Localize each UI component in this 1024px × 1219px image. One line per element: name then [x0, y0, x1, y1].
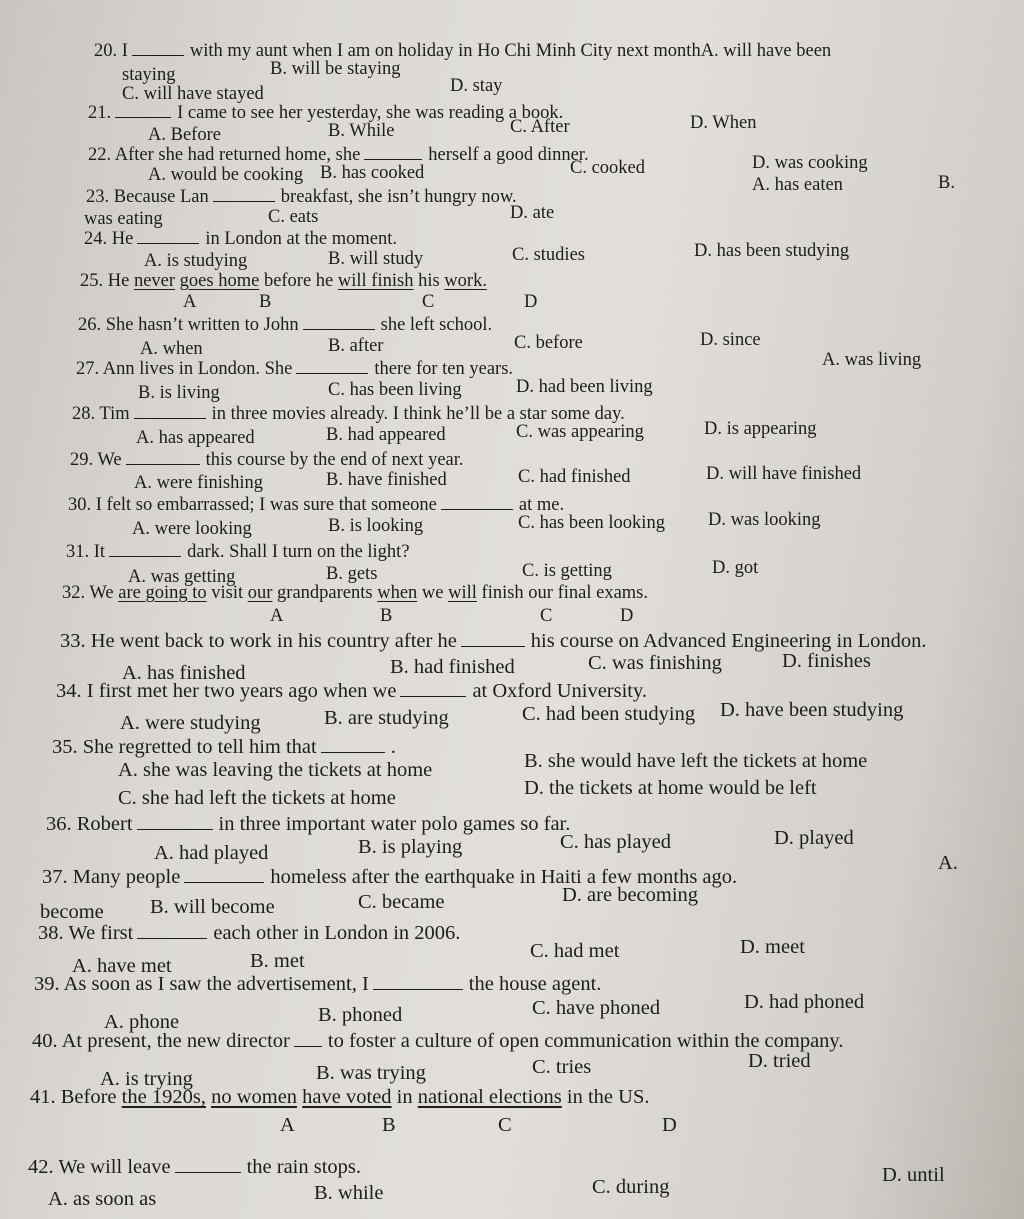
answer-option[interactable]: C. has been looking: [518, 513, 665, 533]
error-letter-b: B: [380, 606, 393, 626]
question-stem: [28, 1156, 361, 1178]
underlined-part[interactable]: are going to: [118, 583, 207, 603]
answer-blank[interactable]: [461, 632, 525, 647]
question-stem: [88, 102, 563, 124]
answer-option[interactable]: B. gets: [326, 564, 378, 584]
answer-blank[interactable]: [294, 1032, 322, 1047]
answer-option[interactable]: A. would be cooking: [148, 165, 304, 185]
question-continuation: .: [390, 736, 396, 758]
question-continuation: dark. Shall I turn on the light?: [187, 542, 410, 562]
answer-option[interactable]: become: [40, 901, 104, 923]
answer-option[interactable]: B. are studying: [324, 707, 449, 729]
question-text: 40. At present, the new director: [32, 1030, 290, 1052]
answer-option[interactable]: B. phoned: [318, 1004, 403, 1026]
answer-option[interactable]: C. had finished: [518, 467, 631, 487]
answer-blank[interactable]: [126, 450, 200, 465]
question-continuation: in three important water polo games so far.: [218, 813, 571, 835]
sentence-part: Before: [60, 1086, 122, 1108]
question-text: 36. Robert: [46, 813, 133, 835]
question-number: 32.: [62, 583, 90, 603]
answer-option[interactable]: A. is trying: [100, 1068, 193, 1090]
answer-option[interactable]: A. had played: [154, 842, 269, 864]
answer-option[interactable]: A. were looking: [132, 519, 252, 539]
underlined-part[interactable]: our: [247, 583, 273, 603]
answer-option[interactable]: D. are becoming: [562, 884, 699, 906]
underlined-part[interactable]: the 1920s,: [121, 1086, 206, 1108]
answer-blank[interactable]: [364, 145, 422, 160]
answer-option[interactable]: C. had been studying: [522, 703, 696, 725]
question-continuation: herself a good dinner.: [428, 145, 589, 165]
error-letter-c: C: [540, 606, 553, 626]
sentence-part: We: [89, 583, 119, 603]
answer-option[interactable]: C. she had left the tickets at home: [118, 787, 396, 809]
error-letter-d: D: [662, 1114, 677, 1136]
sentence-part: visit: [206, 583, 248, 603]
question-text: 23. Because Lan: [86, 187, 209, 207]
answer-option[interactable]: D. had been living: [516, 377, 653, 397]
question-stem: [66, 541, 410, 563]
question-text: 26. She hasn’t written to John: [78, 315, 299, 335]
answer-option[interactable]: A. were studying: [120, 712, 261, 734]
question-text: 31. It: [66, 542, 106, 562]
question-text: 29. We: [70, 450, 122, 470]
answer-option[interactable]: B. have finished: [326, 470, 447, 490]
answer-option[interactable]: B. While: [328, 121, 395, 141]
error-letter-a: A: [280, 1114, 295, 1136]
answer-blank[interactable]: [441, 495, 513, 510]
question-stem: [84, 228, 397, 250]
question-text: 28. Tim: [72, 404, 130, 424]
underlined-part[interactable]: when: [377, 583, 418, 603]
question-stem: [38, 922, 460, 944]
answer-option[interactable]: A. has finished: [122, 662, 246, 684]
question-stem: [56, 680, 647, 702]
answer-option[interactable]: B. had appeared: [326, 425, 446, 445]
question-stem: [46, 813, 570, 835]
answer-option[interactable]: A. when: [140, 339, 203, 359]
question-stem: [76, 358, 513, 380]
question-text: 38. We first: [38, 922, 134, 944]
answer-option[interactable]: B. after: [328, 336, 384, 356]
answer-option[interactable]: C. have phoned: [532, 997, 661, 1019]
answer-option[interactable]: D. had phoned: [744, 991, 865, 1013]
answer-option[interactable]: A. as soon as: [48, 1188, 157, 1210]
question-text: 42. We will leave: [28, 1156, 171, 1178]
sentence-part: finish our final exams.: [476, 583, 648, 603]
question-number: 25.: [80, 271, 108, 291]
question-continuation: there for ten years.: [374, 359, 514, 379]
question-continuation: the rain stops.: [246, 1156, 362, 1178]
sentence-part: before he: [259, 271, 338, 291]
answer-option[interactable]: D. was cooking: [752, 153, 868, 173]
question-text: 39. As soon as I saw the advertisement, I: [34, 973, 369, 995]
answer-option[interactable]: C. became: [358, 891, 445, 913]
answer-option[interactable]: D. stay: [450, 76, 503, 96]
answer-blank[interactable]: [184, 868, 264, 883]
answer-blank[interactable]: [137, 924, 207, 939]
answer-option[interactable]: D. tried: [748, 1050, 811, 1072]
question-text: 22. After she had returned home, she: [88, 145, 361, 165]
question-stem: [94, 40, 831, 62]
question-stem: [78, 314, 492, 336]
question-text: 33. He went back to work in his country after he: [60, 630, 457, 652]
answer-option[interactable]: A. was living: [822, 350, 922, 370]
question-text: 27. Ann lives in London. She: [76, 359, 293, 379]
answer-option[interactable]: D. ate: [510, 203, 555, 223]
sentence-part: He: [107, 271, 134, 291]
answer-blank[interactable]: [137, 229, 199, 244]
question-stem: [86, 186, 517, 208]
answer-option[interactable]: A. were finishing: [134, 473, 263, 493]
question-continuation: at Oxford University.: [472, 680, 648, 702]
underlined-part[interactable]: national elections: [417, 1086, 562, 1108]
question-stem: [52, 736, 396, 758]
answer-blank[interactable]: [400, 682, 466, 697]
answer-option[interactable]: B. has cooked: [320, 163, 425, 183]
question-continuation: each other in London in 2006.: [213, 922, 461, 944]
error-letter-c: C: [422, 292, 435, 312]
underlined-part[interactable]: never: [133, 271, 176, 291]
answer-option[interactable]: B. had finished: [390, 656, 515, 678]
error-question: [62, 582, 648, 604]
error-letter-b: B: [259, 292, 272, 312]
answer-option[interactable]: B. is looking: [328, 516, 424, 536]
question-text: 21.: [88, 103, 112, 123]
answer-option[interactable]: A. is studying: [144, 251, 248, 271]
answer-blank[interactable]: [134, 404, 206, 419]
question-continuation: I came to see her yesterday, she was reading a book.: [177, 103, 564, 123]
question-continuation: breakfast, she isn’t hungry now.: [280, 187, 517, 207]
question-text: 20. I: [94, 41, 128, 61]
answer-option[interactable]: C. tries: [532, 1056, 592, 1078]
answer-option[interactable]: C. during: [592, 1176, 670, 1198]
question-text: 30. I felt so embarrassed; I was sure that someone: [68, 495, 437, 515]
answer-option[interactable]: B. is playing: [358, 836, 463, 858]
answer-blank[interactable]: [175, 1158, 241, 1173]
question-number: 41.: [30, 1086, 61, 1108]
answer-option[interactable]: A. has appeared: [136, 428, 255, 448]
question-text: 35. She regretted to tell him that: [52, 736, 317, 758]
answer-option[interactable]: D. has been studying: [694, 241, 850, 261]
answer-option[interactable]: C. cooked: [570, 158, 646, 178]
answer-option[interactable]: C. studies: [512, 245, 585, 265]
sentence-part: in the US.: [561, 1086, 650, 1108]
answer-blank[interactable]: [137, 815, 213, 830]
error-question: [30, 1086, 649, 1108]
answer-option[interactable]: D. got: [712, 558, 759, 578]
answer-option[interactable]: D. will have finished: [706, 464, 862, 484]
question-continuation: to foster a culture of open communication within the company.: [327, 1030, 844, 1052]
answer-option[interactable]: D. played: [774, 827, 854, 849]
answer-option[interactable]: D. finishes: [782, 650, 871, 672]
question-continuation: at me.: [518, 495, 565, 515]
error-letter-a: A: [270, 606, 284, 626]
question-continuation: this course by the end of next year.: [205, 450, 464, 470]
answer-option[interactable]: staying: [122, 65, 176, 85]
underlined-part[interactable]: have voted: [302, 1086, 392, 1108]
question-continuation: the house agent.: [468, 973, 602, 995]
question-continuation: homeless after the earthquake in Haiti a few months ago.: [270, 866, 738, 888]
question-stem: [70, 449, 464, 471]
answer-option[interactable]: D. When: [690, 113, 757, 133]
sentence-part: we: [417, 583, 449, 603]
answer-option[interactable]: A.: [938, 852, 958, 874]
answer-option[interactable]: D. was looking: [708, 510, 821, 530]
answer-blank[interactable]: [321, 738, 385, 753]
answer-option[interactable]: C. is getting: [522, 561, 612, 581]
answer-option[interactable]: D. the tickets at home would be left: [524, 777, 817, 799]
error-letter-d: D: [524, 292, 538, 312]
answer-option[interactable]: B. she would have left the tickets at home: [524, 750, 868, 772]
answer-option[interactable]: C. will have stayed: [122, 84, 264, 104]
question-continuation: his course on Advanced Engineering in London.: [530, 630, 927, 652]
answer-blank[interactable]: [373, 975, 463, 990]
sentence-part: grandparents: [272, 583, 378, 603]
underlined-part[interactable]: will: [448, 583, 477, 603]
answer-option[interactable]: D. meet: [740, 936, 805, 958]
answer-option[interactable]: C. has played: [560, 831, 672, 853]
answer-blank[interactable]: [213, 187, 275, 202]
error-letter-b: B: [382, 1114, 396, 1136]
error-letter-a: A: [183, 292, 197, 312]
answer-option[interactable]: D. since: [700, 330, 761, 350]
answer-option[interactable]: C. had met: [530, 940, 620, 962]
answer-option[interactable]: B. while: [314, 1182, 384, 1204]
answer-option[interactable]: B. is living: [138, 383, 220, 403]
answer-option[interactable]: B. was trying: [316, 1062, 426, 1084]
question-continuation: in London at the moment.: [205, 229, 397, 249]
answer-option[interactable]: D. until: [882, 1164, 945, 1186]
question-continuation: in three movies already. I think he’ll be a star some day.: [211, 404, 625, 424]
answer-option[interactable]: A. have met: [72, 955, 172, 977]
question-text: 24. He: [84, 229, 134, 249]
error-letter-d: D: [620, 606, 634, 626]
question-stem: [68, 494, 564, 516]
answer-option[interactable]: D. is appearing: [704, 419, 817, 439]
answer-option[interactable]: B. will study: [328, 249, 424, 269]
question-text: 34. I first met her two years ago when we: [56, 680, 397, 702]
answer-blank[interactable]: [296, 359, 368, 374]
sentence-part: in: [391, 1086, 418, 1108]
answer-option[interactable]: A. has eaten: [752, 175, 843, 195]
underlined-part[interactable]: goes home: [179, 271, 260, 291]
question-text: 37. Many people: [42, 866, 181, 888]
error-question: [80, 270, 487, 292]
answer-option[interactable]: C. After: [510, 117, 570, 137]
answer-option[interactable]: C. before: [514, 333, 583, 353]
answer-option[interactable]: A. she was leaving the tickets at home: [118, 759, 433, 781]
sentence-part: his: [413, 271, 445, 291]
answer-option[interactable]: B. will become: [150, 896, 275, 918]
underlined-part[interactable]: no women: [211, 1086, 298, 1108]
answer-option[interactable]: was eating: [84, 209, 163, 229]
underlined-part[interactable]: will finish: [337, 271, 414, 291]
underlined-part[interactable]: work.: [444, 271, 487, 291]
question-stem: [32, 1030, 843, 1052]
error-letter-c: C: [498, 1114, 512, 1136]
answer-blank[interactable]: [132, 41, 184, 56]
question-stem: [60, 630, 926, 652]
question-continuation: she left school.: [380, 315, 493, 335]
answer-blank[interactable]: [303, 315, 375, 330]
question-stem: [34, 973, 601, 995]
answer-option[interactable]: C. was finishing: [588, 652, 722, 674]
answer-option[interactable]: C. eats: [268, 207, 319, 227]
answer-blank[interactable]: [115, 103, 171, 118]
answer-option[interactable]: A. Before: [148, 125, 221, 145]
answer-option[interactable]: C. was appearing: [516, 422, 644, 442]
answer-option[interactable]: B. will be staying: [270, 59, 401, 79]
answer-option[interactable]: A. was getting: [128, 567, 236, 587]
answer-option[interactable]: D. have been studying: [720, 699, 904, 721]
answer-option[interactable]: A. phone: [104, 1011, 180, 1033]
answer-blank[interactable]: [109, 542, 181, 557]
question-continuation: with my aunt when I am on holiday in Ho Chi Minh City next monthA. will have been: [189, 41, 832, 61]
answer-option[interactable]: B. met: [250, 950, 305, 972]
answer-option[interactable]: B.: [938, 173, 955, 193]
answer-option[interactable]: C. has been living: [328, 380, 462, 400]
